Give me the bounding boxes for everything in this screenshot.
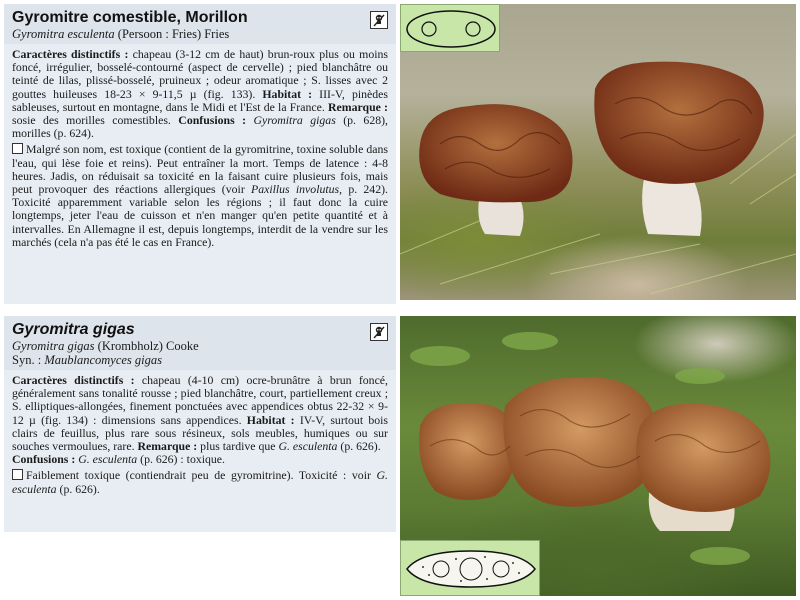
toxic-inline-icon xyxy=(12,469,23,480)
synonym: Syn. : Maublancomyces gigas xyxy=(12,353,162,367)
species-header xyxy=(4,316,396,370)
species-title: Gyromitra gigas xyxy=(12,321,135,338)
characteristics-paragraph: Caractères distinctifs : chapeau (3-12 cm de haut) brun-roux plus ou moins foncé, irrégulier, bosselé-contourné (aspect de cervelle) ; pied blanchâtre ou teinté de lilas, plissé-bosselé, pruineux ; odeur aromatique ; S. lisses avec 2 gouttes huileuses 18-23 × 9-11,5 µ (fig. 133). Habitat : III-V, pinèdes sableuses, surtout en montagne, dans le Midi et l'Est de la France. Remarque : sosie des morilles comestibles. Confusions : Gyromitra gigas (p. 628), morilles (p. 624). xyxy=(12,47,388,141)
mushroom-cap xyxy=(419,404,516,500)
toxic-inline-icon xyxy=(12,143,23,154)
toxic-badge-icon xyxy=(370,323,388,341)
mushroom-cap xyxy=(503,378,656,507)
mushroom-cap xyxy=(419,104,572,202)
species-panel-gyromitra-gigas xyxy=(4,316,396,532)
spore-two-drops-icon xyxy=(400,4,500,52)
scientific-name: Gyromitra gigas (Krombholz) Cooke xyxy=(12,339,199,353)
species-description xyxy=(4,370,396,496)
species-description xyxy=(4,44,396,249)
toxic-badge-icon xyxy=(370,11,388,29)
spore-dotted-icon xyxy=(400,540,540,596)
mushroom-cap xyxy=(594,62,763,184)
toxicity-paragraph: Malgré son nom, est toxique (contient de la gyromitrine, toxine soluble dans l'eau, qui lèse foie et reins). Peut entraîner la mort. Temps de latence : 4-8 heures. Jadis, on réduisait sa toxicité en la faisant cuire plusieurs fois, mais peut provoquer des réactions allergiques (voir Paxillus involutus, p. 242). Toxicité apparemment variable selon les régions ; il faut donc la cuire longtemps, jeter l'eau de cuisson et n'en manger qu'en petite quantité et à intervalles. En Allemagne il est, depuis longtemps, interdit de la vendre sur les marchés (cela n'a pas été le cas en France). xyxy=(12,142,388,249)
toxicity-paragraph: Faiblement toxique (contiendrait peu de gyromitrine). Toxicité : voir G. esculenta (p. 626). xyxy=(12,468,388,496)
scientific-name: Gyromitra esculenta (Persoon : Fries) Fries xyxy=(12,27,230,41)
characteristics-paragraph: Caractères distinctifs : chapeau (4-10 cm) ocre-brunâtre à brun foncé, généralement sans tonalité rousse ; pied blanchâtre, court, partiellement creux ; S. elliptiques-allongées, finement ponctuées avec appendices obtus 22-32 × 9-12 µ (fig. 134) : dimensions sans appendices. Habitat : IV-V, surtout bois clairs de feuillus, plus rare sous résineux, sols meubles, humiques ou sur souches vermoulues, rare. Remarque : plus tardive que G. esculenta (p. 626). Confusions : G. esculenta (p. 626) : toxique. xyxy=(12,373,389,467)
species-title: Gyromitre comestible, Morillon xyxy=(12,9,248,26)
mushroom-cap xyxy=(636,404,770,512)
species-header xyxy=(4,4,396,44)
species-panel-gyromitra-esculenta xyxy=(4,4,396,304)
